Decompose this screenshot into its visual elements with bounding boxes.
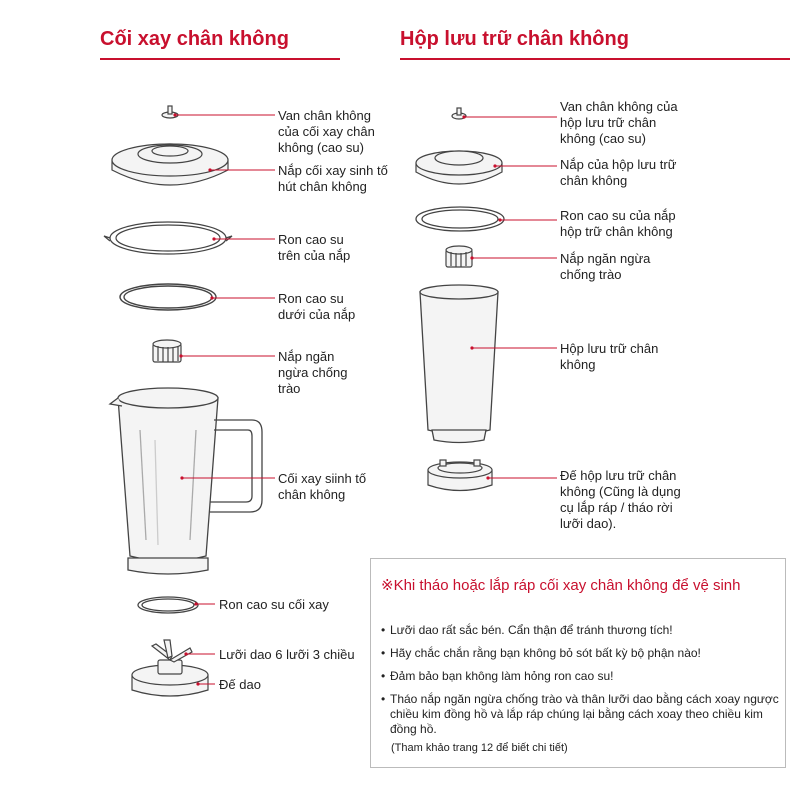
storage-container-drawing: [420, 285, 498, 443]
label-blender-jar: Cối xay siinh tố chân không: [278, 471, 367, 502]
storage-base-drawing: [428, 460, 492, 491]
note-list: [381, 623, 781, 745]
label-blender-anti-overflow-cap: Nắp ngăn ngừa chống trào: [278, 349, 348, 396]
blender-jar-drawing: [110, 388, 262, 574]
label-blade: Lưỡi dao 6 lưỡi 3 chiều: [219, 647, 355, 662]
label-blender-lid: Nắp cối xay sinh tố hút chân không: [278, 163, 388, 194]
jar-gasket-drawing: [138, 597, 198, 613]
label-storage-base: Đế hộp lưu trữ chân không (Cũng là dụng cụ lắp ráp / tháo rời lưỡi dao).: [560, 468, 681, 531]
note-reference: (Tham khảo trang 12 để biết chi tiết): [391, 742, 568, 754]
storage-lid-drawing: [416, 151, 502, 184]
blender-vacuum-valve-drawing: [162, 106, 178, 118]
blender-anti-overflow-cap-drawing: [153, 340, 181, 362]
storage-vacuum-valve-drawing: [452, 108, 466, 119]
label-storage-anti-overflow-cap: Nắp ngăn ngừa chống trào: [560, 251, 651, 282]
note-item: • Tháo nắp ngăn ngừa chống trào và thân lưỡi dao bằng cách xoay ngược chiều kim đồng hồ và lắp ráp chúng lại bằng cách xoay theo chiều kim đồng hồ.: [381, 692, 781, 737]
label-storage-vacuum-valve: Van chân không của hộp lưu trữ chân không (cao su): [560, 99, 678, 146]
label-blade-base: Đế dao: [219, 677, 261, 692]
label-blender-vacuum-valve: Van chân không của cối xay chân không (cao su): [278, 108, 375, 155]
lid-upper-gasket-drawing: [104, 222, 232, 254]
note-item: • Lưỡi dao rất sắc bén. Cẩn thận để tránh thương tích!: [381, 623, 781, 638]
note-item: • Đảm bảo bạn không làm hỏng ron cao su!: [381, 669, 781, 684]
right-section-title: Hộp lưu trữ chân không: [400, 28, 629, 50]
label-storage-lid-gasket: Ron cao su của nắp hộp trữ chân không: [560, 208, 676, 239]
left-section-title: Cối xay chân không: [100, 28, 289, 50]
label-lid-lower-gasket: Ron cao su dưới của nắp: [278, 291, 356, 322]
note-item: • Hãy chắc chắn rằng bạn không bỏ sót bất kỳ bộ phận nào!: [381, 646, 781, 661]
storage-lid-gasket-drawing: [416, 207, 504, 231]
label-storage-container: Hộp lưu trữ chân không: [560, 341, 659, 372]
storage-anti-overflow-cap-drawing: [446, 246, 472, 267]
lid-lower-gasket-drawing: [120, 284, 216, 310]
blender-lid-drawing: [112, 144, 228, 185]
note-title: ※Khi tháo hoặc lắp ráp cối xay chân không để vệ sinh: [381, 577, 741, 594]
label-storage-lid: Nắp của hộp lưu trữ chân không: [560, 157, 677, 188]
blade-assembly-drawing: [132, 640, 208, 696]
label-jar-gasket: Ron cao su cối xay: [219, 597, 329, 612]
cleaning-note-box: [370, 558, 786, 768]
label-lid-upper-gasket: Ron cao su trên của nắp: [278, 232, 351, 263]
